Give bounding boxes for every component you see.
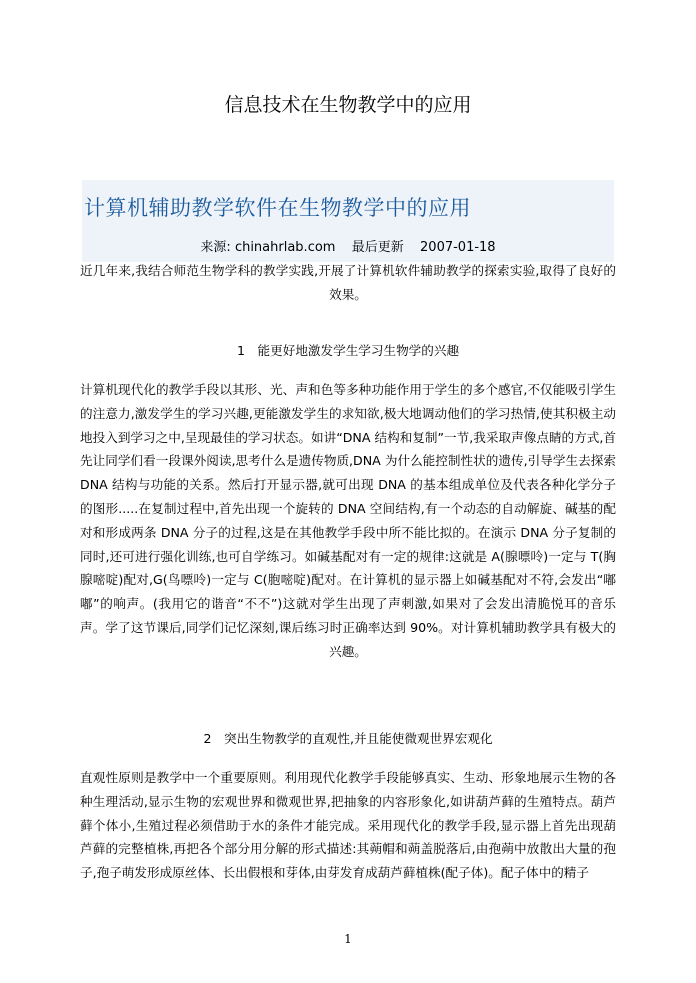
- section-2-heading: 2 突出生物教学的直观性,并且能使微观世界宏观化: [203, 731, 493, 746]
- source-value: chinahrlab.com: [234, 240, 336, 255]
- article-title: 计算机辅助教学软件在生物教学中的应用: [84, 196, 471, 220]
- updated-label: 最后更新: [351, 240, 404, 255]
- document-title: 信息技术在生物教学中的应用: [224, 94, 472, 116]
- intro-paragraph: 近几年来,我结合师范生物学科的教学实践,开展了计算机软件辅助教学的探索实验,取得了良好的效果。: [80, 263, 616, 302]
- section-2-paragraph: 直观性原则是教学中一个重要原则。利用现代化教学手段能够真实、生动、形象地展示生物的各种生理活动,显示生物的宏观世界和微观世界,把抽象的内容形象化,如讲葫芦藓的生殖特点。葫芦藓个体小,生殖过程必须借助于水的条件才能完成。采用现代化的教学手段,显示器上首先出现葫芦藓的完整植株,再把各个部分用分解的形式描述:其蒴帽和蒴盖脱落后,由孢蒴中放散出大量的孢子,孢子萌发形成原丝体、长出假根和芽体,由芽发育成葫芦藓植株(配子体)。配子体中的精子: [80, 770, 616, 881]
- source-label: 来源:: [200, 240, 231, 255]
- page-number: 1: [344, 932, 352, 946]
- article-meta: [0, 236, 696, 255]
- updated-value: 2007-01-18: [420, 240, 496, 255]
- section-1-heading: 1 能更好地激发学生学习生物学的兴趣: [236, 343, 460, 358]
- section-1-paragraph: 计算机现代化的教学手段以其形、光、声和色等多种功能作用于学生的多个感官,不仅能吸引学生的注意力,激发学生的学习兴趣,更能激发学生的求知欲,极大地调动他们的学习热情,使其积极主动地投入到学习之中,呈现最佳的学习状态。如讲“DNA 结构和复制”一节,我采取声像点睛的方式,首先让同学们看一段课外阅读,思考什么是遗传物质,DNA 为什么能控制性状的遗传,引导学生去探索 DNA 结构与功能的关系。然后打开显示器,就可出现 DNA 的基本组成单位及代表各种化学分子的图形.....在复制过程中,首先出现一个旋转的 DNA 空间结构,有一个动态的自动解旋、碱基的配对和形成两条 DNA 分子的过程,这是在其他教学手段中所不能比拟的。在演示 DNA 分子复制的同时,还可进行强化训练,也可自学练习。如碱基配对有一定的规律:这就是 A(腺嘌呤)一定与 T(胸腺嘧啶)配对,G(鸟嘌呤)一定与 C(胞嘧啶)配对。在计算机的显示器上如碱基配对不符,会发出“嘟嘟”的响声。(我用它的谐音“不不”)这就对学生出现了声刺激,如果对了会发出清脆悦耳的音乐声。学了这节课后,同学们记忆深刻,课后练习时正确率达到 90%。对计算机辅助教学具有极大的兴趣。: [80, 382, 616, 659]
